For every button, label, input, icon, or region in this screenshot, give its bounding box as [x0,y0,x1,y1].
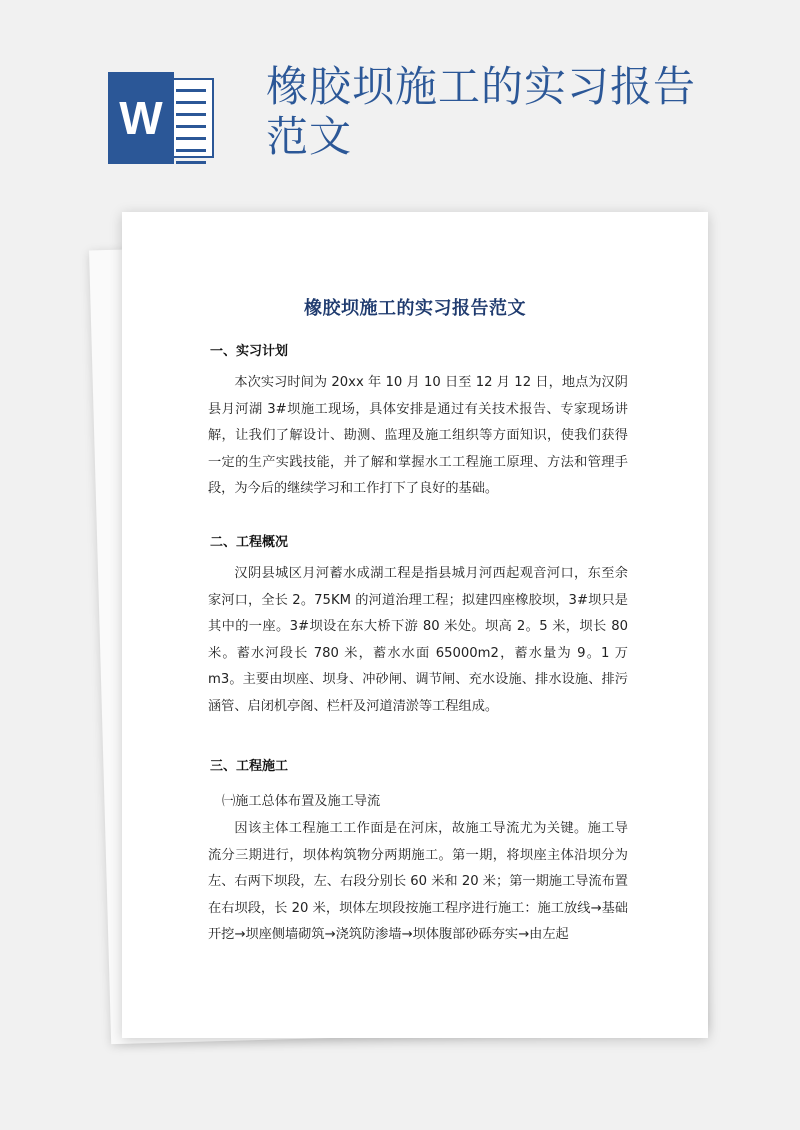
word-document-icon [108,72,214,164]
section-paragraph-construction: 因该主体工程施工工作面是在河床，故施工导流尤为关键。施工导流分三期进行，坝体构筑物分两期施工。第一期，将坝座主体沿坝分为左、右两下坝段，左、右段分别长 60 米和 20 米；第一期施工导流布置在右坝段，长 20 米，坝体左坝段按施工程序进行施工：施工放线→基础开挖→坝座侧墙砌筑→浇筑防渗墙→坝体腹部砂砾夯实→由左起 [208,821,628,942]
section-heading-plan: 一、实习计划 [210,344,289,359]
document-page [122,212,708,1038]
section-subheading-layout: ㈠施工总体布置及施工导流 [222,794,381,809]
section-paragraph-plan: 本次实习时间为 20xx 年 10 月 10 日至 12 月 12 日，地点为汉阴县月河湖 3#坝施工现场，具体安排是通过有关技术报告、专家现场讲解，让我们了解设计、勘测、监理及施工组织等方面知识，使我们获得一定的生产实践技能，并了解和掌握水工工程施工原理、方法和管理手段，为今后的继续学习和工作打下了良好的基础。 [208,375,628,496]
word-letter-badge: W [108,72,174,164]
document-title: 橡胶坝施工的实习报告范文 [304,298,526,319]
section-paragraph-overview: 汉阴县城区月河蓄水成湖工程是指县城月河西起观音河口，东至余家河口，全长 2。75KM 的河道治理工程；拟建四座橡胶坝，3#坝只是其中的一座。3#坝设在东大桥下游 80 米处。坝高 2。5 米，坝长 80 米。蓄水河段长 780 米，蓄水水面 65000m2，蓄水量为 9。1 万 m3。主要由坝座、坝身、冲砂闸、调节闸、充水设施、排水设施、排污涵管、启闭机亭阁、栏杆及河道清淤等工程组成。 [208,566,628,714]
section-heading-construction: 三、工程施工 [210,759,289,774]
page-title: 橡胶坝施工的实习报告范文 [266,62,697,161]
section-heading-overview: 二、工程概况 [210,535,289,550]
